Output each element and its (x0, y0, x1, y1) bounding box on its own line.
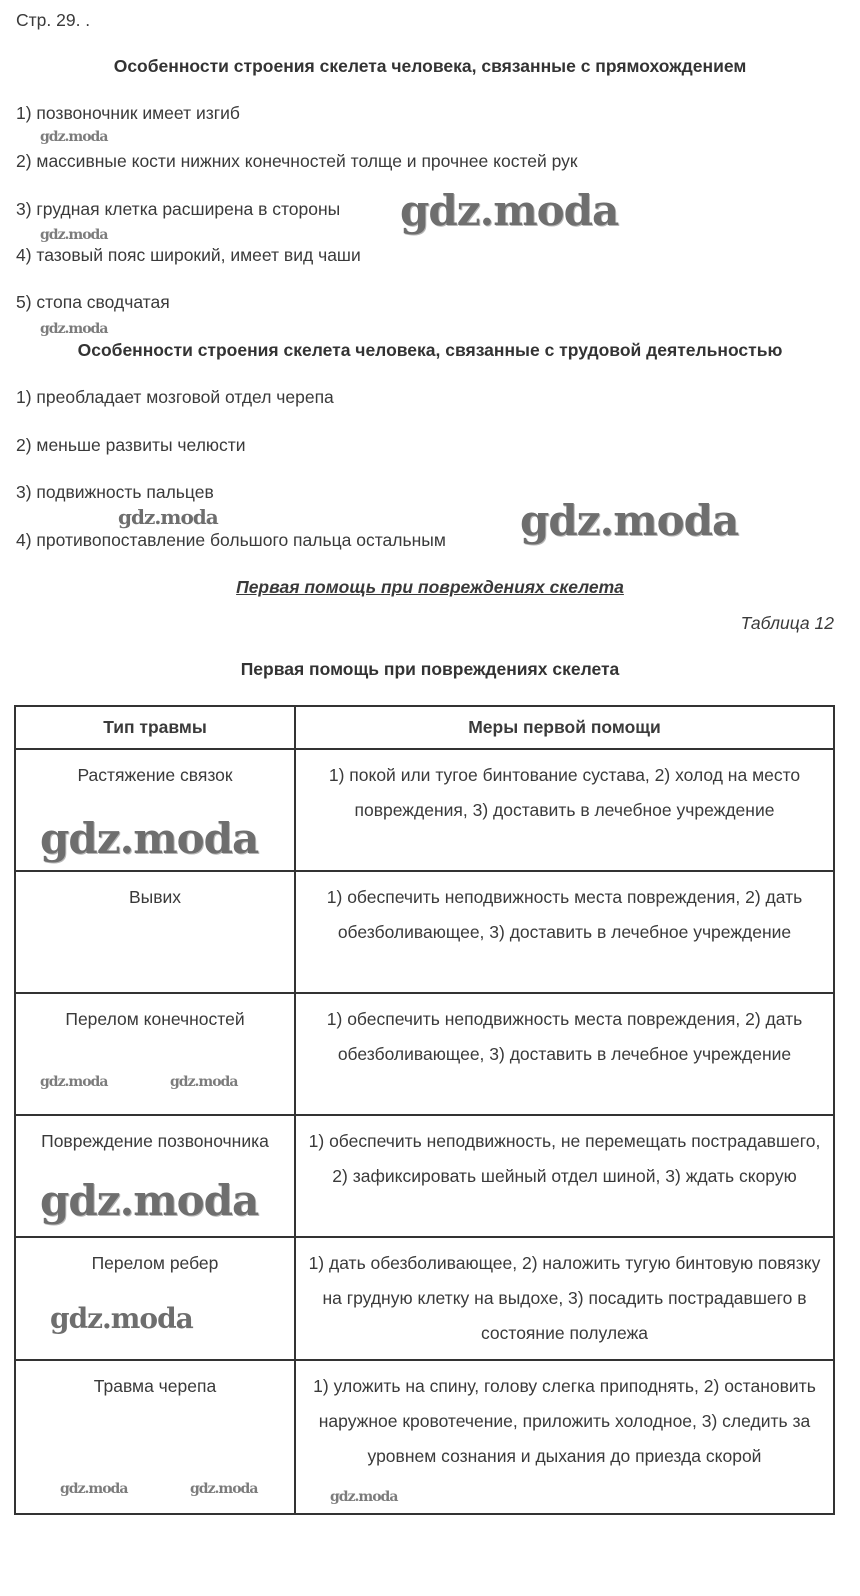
first-aid-measures: 1) обеспечить неподвижность, не перемещать пострадавшего, 2) зафиксировать шейный отдел шиной, 3) ждать скорую (295, 1115, 834, 1237)
first-aid-measures: 1) обеспечить неподвижность места повреждения, 2) дать обезболивающее, 3) доставить в лечебное учреждение (295, 993, 834, 1115)
watermark: gdz.moda (118, 505, 218, 529)
watermark: gdz.moda (40, 321, 108, 337)
page-label: Стр. 29. . (16, 10, 91, 30)
watermark: gdz.moda (40, 1074, 108, 1090)
table-title: Первая помощь при повреждениях скелета (240, 659, 620, 679)
injury-type: Растяжение связок (15, 749, 295, 871)
injury-type: Перелом конечностей (15, 993, 295, 1115)
section-title-upright: Особенности строения скелета человека, связанные с прямохождением (113, 56, 747, 76)
section-heading-first-aid: Первая помощь при повреждениях скелета (236, 577, 624, 597)
watermark: gdz.moda (60, 1481, 128, 1497)
watermark: gdz.moda (170, 1074, 238, 1090)
watermark: gdz.moda (190, 1481, 258, 1497)
watermark: gdz.moda (50, 1302, 193, 1335)
watermark: gdz.moda (400, 186, 619, 235)
watermark: gdz.moda (520, 496, 739, 545)
first-aid-measures: 1) уложить на спину, голову слегка приподнять, 2) остановить наружное кровотечение, приложить холодное, 3) следить за уровнем сознания и дыхания до приезда скорой (295, 1360, 834, 1514)
first-aid-measures: 1) покой или тугое бинтование сустава, 2) холод на место повреждения, 3) доставить в лечебное учреждение (295, 749, 834, 871)
table-row (15, 1360, 834, 1514)
table-row (15, 1237, 834, 1360)
injury-type: Травма черепа (15, 1360, 295, 1514)
watermark: gdz.moda (40, 227, 108, 243)
watermark: gdz.moda (40, 129, 108, 145)
table-header-row (15, 706, 834, 749)
header-injury-type: Тип травмы (15, 706, 295, 749)
watermark: gdz.moda (40, 814, 259, 863)
injury-type: Повреждение позвоночника (15, 1115, 295, 1237)
list-item: 1) позвоночник имеет изгиб (16, 103, 240, 123)
section-title-labor: Особенности строения скелета человека, связанные с трудовой деятельностью (77, 340, 783, 360)
table-caption: Таблица 12 (740, 613, 834, 633)
list-item: 3) подвижность пальцев (16, 482, 214, 502)
list-item: 3) грудная клетка расширена в стороны (16, 199, 341, 219)
list-item: 2) массивные кости нижних конечностей толще и прочнее костей рук (16, 151, 578, 171)
list-item: 5) стопа сводчатая (16, 292, 170, 312)
table-row (15, 871, 834, 993)
list-item: 4) тазовый пояс широкий, имеет вид чаши (16, 245, 361, 265)
list-item: 1) преобладает мозговой отдел черепа (16, 387, 334, 407)
first-aid-measures: 1) обеспечить неподвижность места повреждения, 2) дать обезболивающее, 3) доставить в лечебное учреждение (295, 871, 834, 993)
list-item: 2) меньше развиты челюсти (16, 435, 246, 455)
injury-type: Перелом ребер (15, 1237, 295, 1360)
injury-type: Вывих (15, 871, 295, 993)
first-aid-measures: 1) дать обезболивающее, 2) наложить тугую бинтовую повязку на грудную клетку на выдохе, 3) посадить пострадавшего в состояние полулежа (295, 1237, 834, 1360)
watermark: gdz.moda (330, 1489, 398, 1505)
list-item: 4) противопоставление большого пальца остальным (16, 530, 446, 550)
header-first-aid: Меры первой помощи (295, 706, 834, 749)
watermark: gdz.moda (40, 1176, 259, 1225)
table-row (15, 993, 834, 1115)
